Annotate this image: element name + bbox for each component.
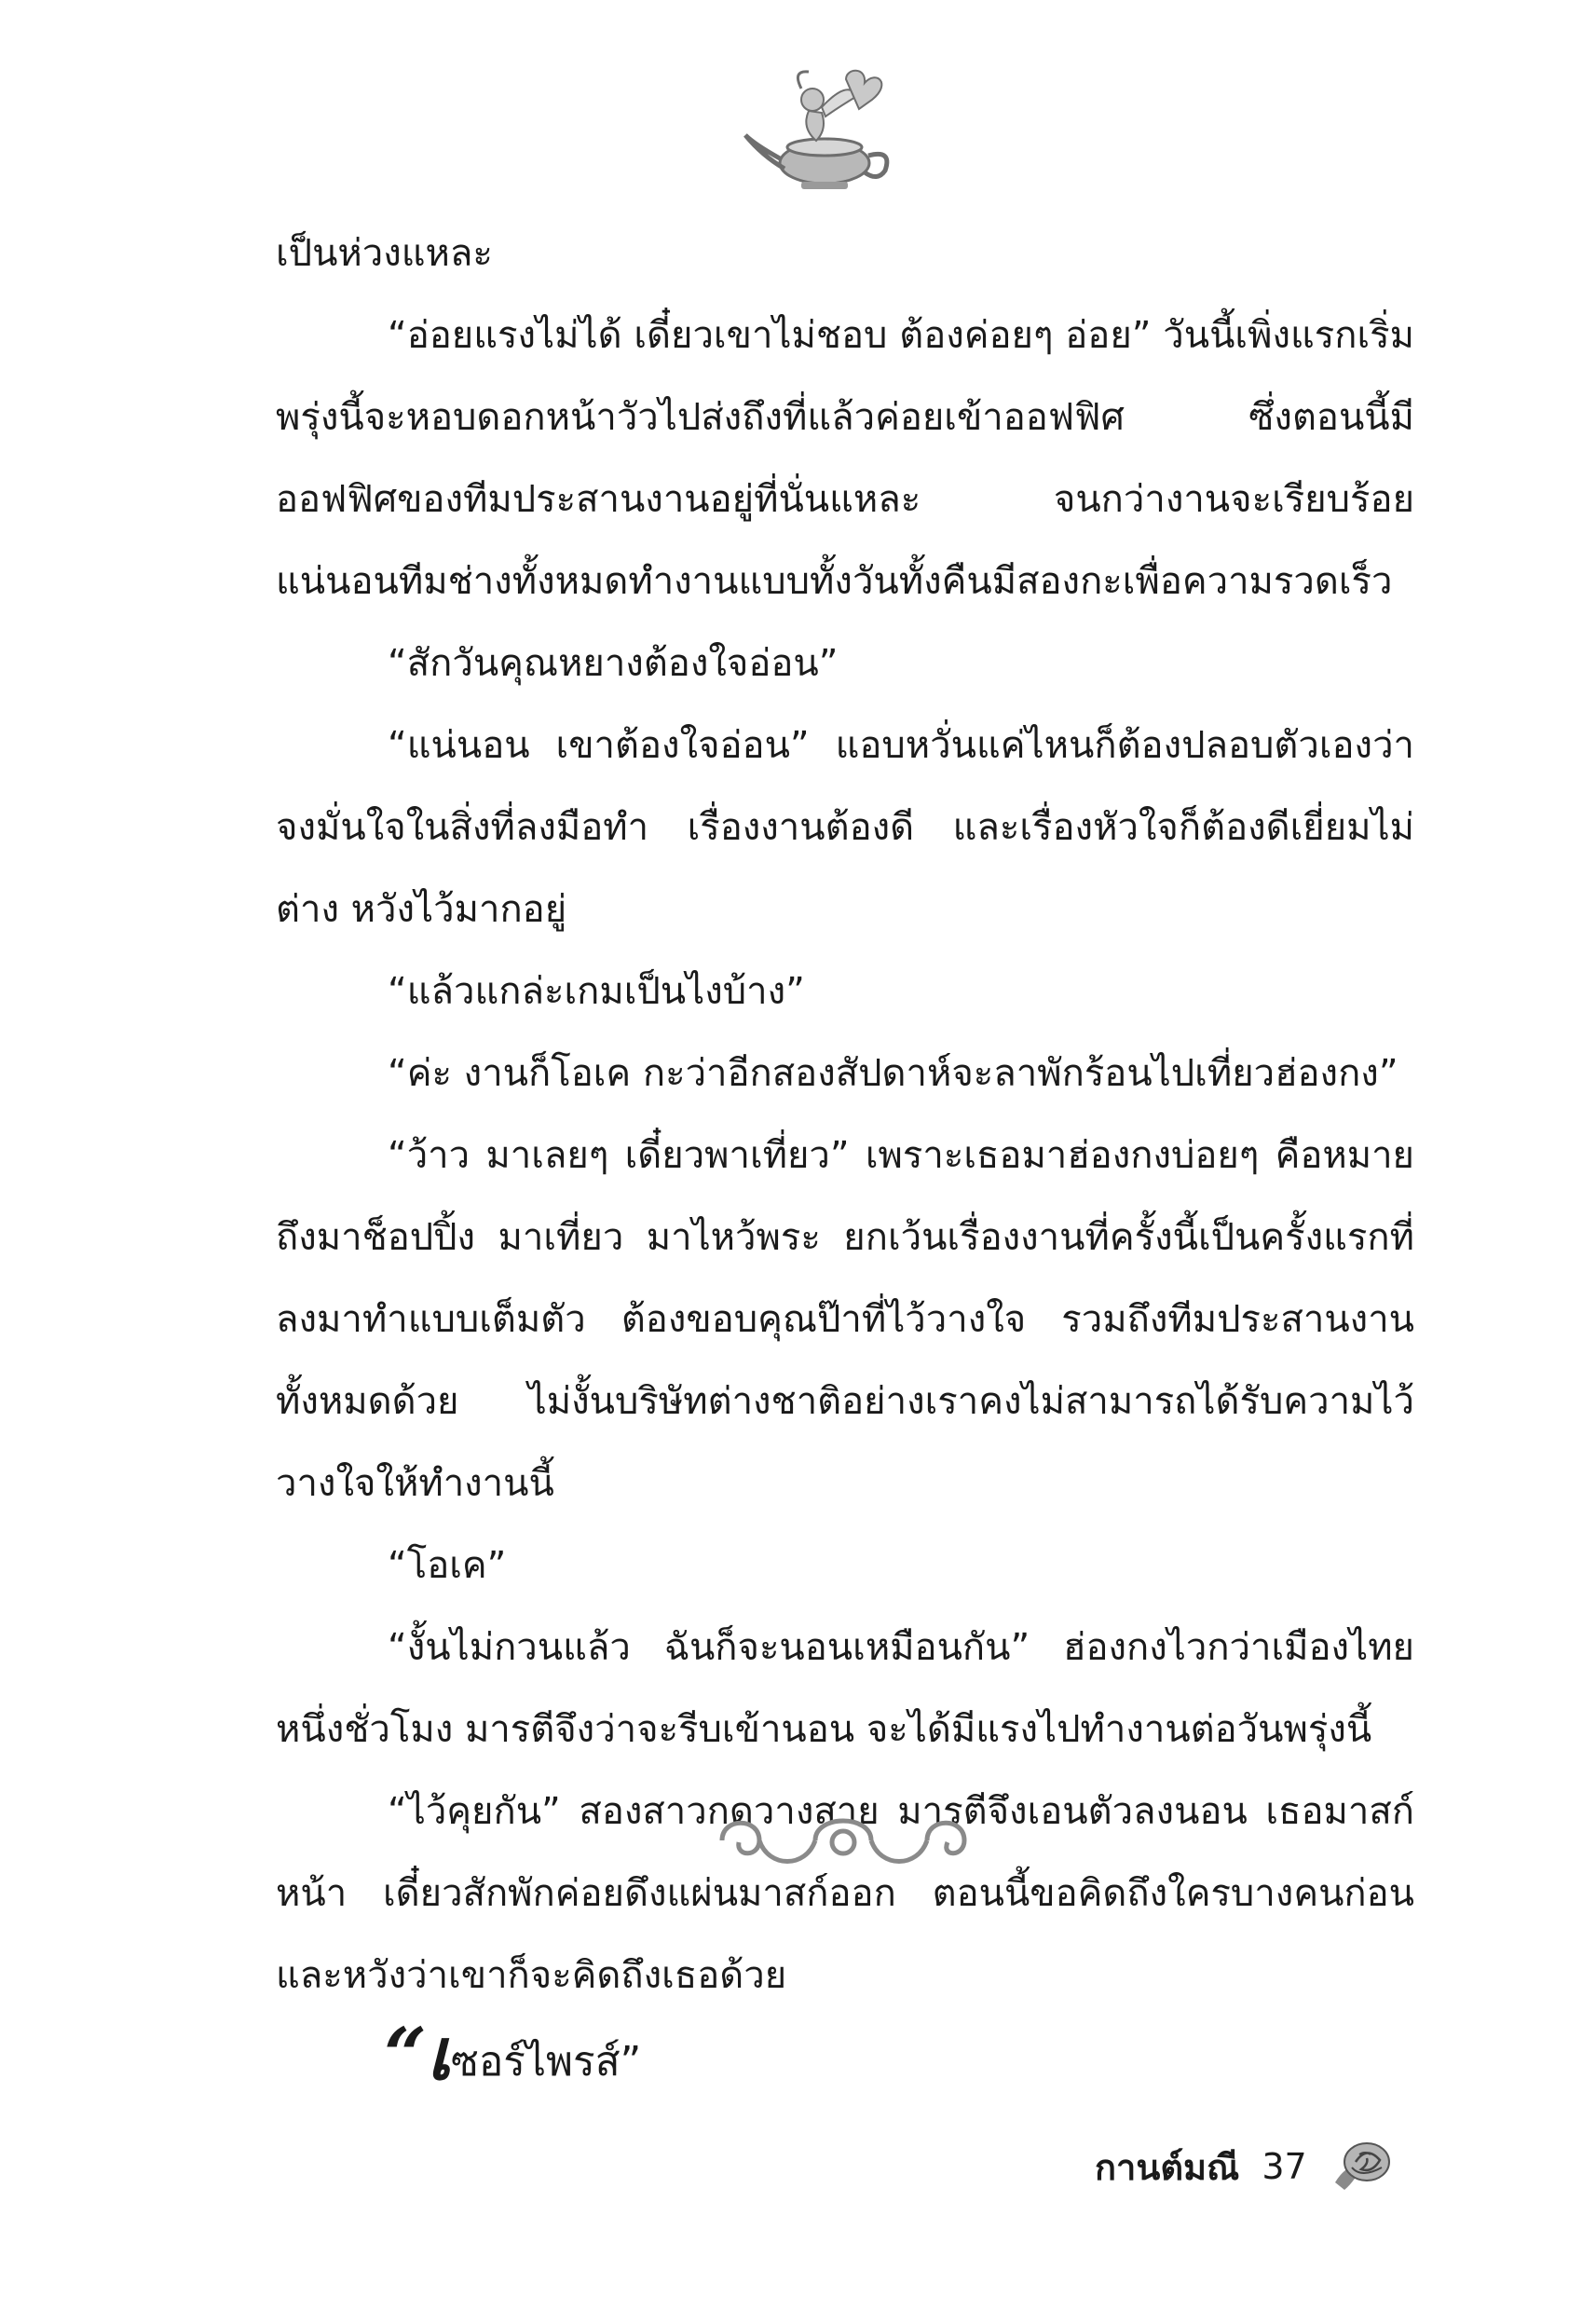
paragraph: “อ่อยแรงไม่ได้ เดี๋ยวเขาไม่ชอบ ต้องค่อยๆ อ่อย” วันนี้เพิ่งแรกเริ่ม พรุ่งนี้จะหอบดอกหน้าวัวไปส่งถึงที่แล้วค่อยเข้าออฟฟิศ ซึ่งตอนนี้มีออฟฟิศของทีมประสานงานอยู่ที่นั่นแหละ จนกว่างานจะเรียบร้อย แน่นอนทีมช่างทั้งหมดทำงานแบบทั้งวันทั้งคืนมีสองกะเพื่อความรวดเร็ว (276, 314, 1414, 603)
paragraph: เป็นห่วงแหละ (276, 232, 493, 275)
paragraph: “ค่ะ งานก็โอเค กะว่าอีกสองสัปดาห์จะลาพักร้อนไปเที่ยวฮ่องกง” (388, 1052, 1398, 1095)
cupid-teapot-ornament-icon (736, 51, 904, 196)
page-footer (1095, 2134, 1395, 2199)
chapter-opening-text: ซอร์ไพรส์” (451, 2038, 642, 2085)
rose-icon (1328, 2136, 1395, 2197)
body-text (276, 212, 1414, 2017)
page-number: 37 (1262, 2146, 1307, 2187)
paragraph: “ว้าว มาเลยๆ เดี๋ยวพาเที่ยว” เพราะเธอมาฮ่องกงบ่อยๆ คือหมายถึงมาช็อปปิ้ง มาเที่ยว มาไหว้พระ ยกเว้นเรื่องงานที่ครั้งนี้เป็นครั้งแรกที่ลงมาทำแบบเต็มตัว ต้องขอบคุณป๊าที่ไว้วางใจ รวมถึงทีมประสานงานทั้งหมดด้วย ไม่งั้นบริษัทต่างชาติอย่างเราคงไม่สามารถได้รับความไว้วางใจให้ทำงานนี้ (276, 1134, 1414, 1505)
paragraph: “แล้วแกล่ะเกมเป็นไงบ้าง” (388, 970, 805, 1013)
paragraph: “ไว้คุยกัน” สองสาวกดวางสาย มารตีจึงเอนตัวลงนอน เธอมาสก์หน้า เดี๋ยวสักพักค่อยดึงแผ่นมาสก์ออก ตอนนี้ขอคิดถึงใครบางคนก่อน และหวังว่าเขาก็จะคิดถึงเธอด้วย (276, 1790, 1414, 1997)
scroll-flourish-icon (703, 1803, 983, 1878)
open-quote: “ (384, 2011, 428, 2099)
paragraph: “โอเค” (388, 1544, 507, 1587)
paragraph: “งั้นไม่กวนแล้ว ฉันก็จะนอนเหมือนกัน” ฮ่องกงไวกว่าเมืองไทยหนึ่งชั่วโมง มารตีจึงว่าจะรีบเข้านอน จะได้มีแรงไปทำงานต่อวันพรุ่งนี้ (276, 1626, 1414, 1751)
drop-letter: เ (427, 2013, 451, 2096)
chapter-opening (384, 2011, 642, 2099)
paragraph: “สักวันคุณหยางต้องใจอ่อน” (388, 642, 839, 685)
book-title: กานต์มณี (1095, 2146, 1240, 2188)
paragraph: “แน่นอน เขาต้องใจอ่อน” แอบหวั่นแค่ไหนก็ต้องปลอบตัวเองว่าจงมั่นใจในสิ่งที่ลงมือทำ เรื่องงานต้องดี และเรื่องหัวใจก็ต้องดีเยี่ยมไม่ต่าง หวังไว้มากอยู่ (276, 724, 1414, 931)
